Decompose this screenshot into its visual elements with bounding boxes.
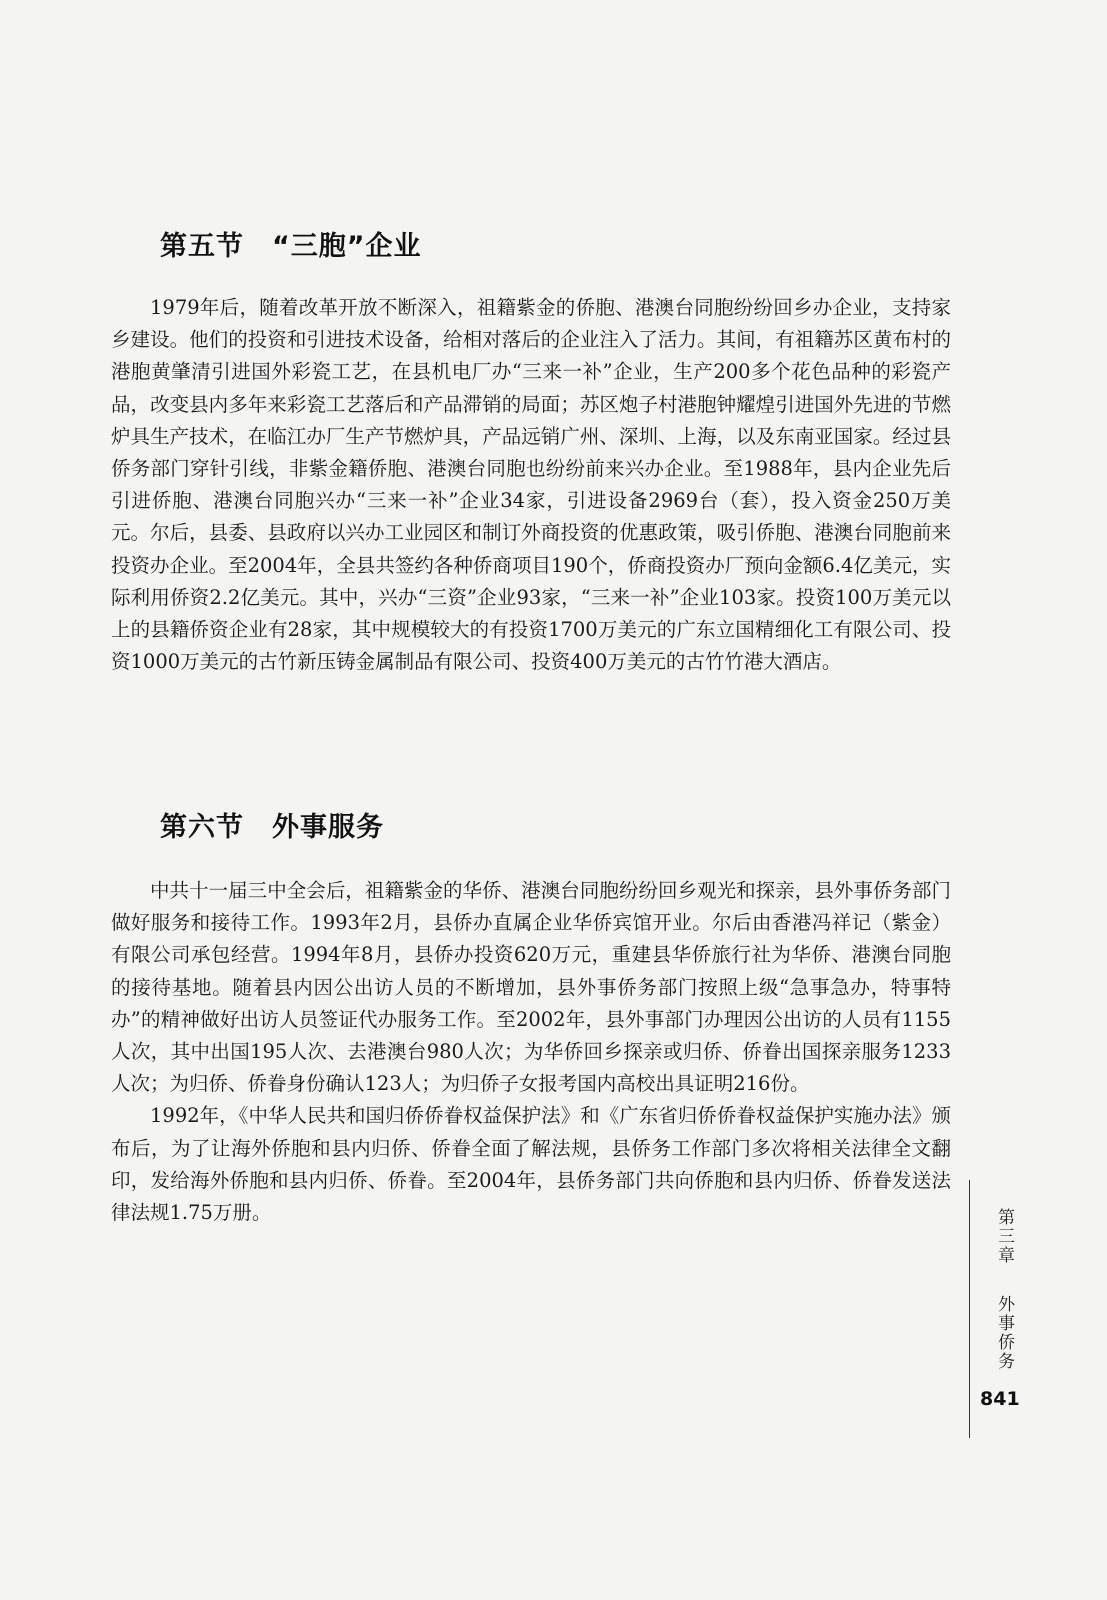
running-chapter-label: 第三章 [994, 1207, 1014, 1265]
section-6-paragraph-2: 1992年，《中华人民共和国归侨侨眷权益保护法》和《广东省归侨侨眷权益保护实施办法》颁布后，为了让海外侨胞和县内归侨、侨眷全面了解法规，县侨务工作部门多次将相关法律全文翻印，发给海外侨胞和县内归侨、侨眷。至2004年，县侨务部门共向侨胞和县内归侨、侨眷发送法律法规1.75万册。 [111, 1104, 951, 1225]
section-6-title: 外事服务 [272, 812, 384, 843]
section-6-number: 第六节 [160, 812, 244, 843]
section-6-body [111, 875, 951, 1229]
running-chapter-title: 外事侨务 [994, 1295, 1014, 1371]
section-5-number: 第五节 [160, 231, 244, 262]
section-6-heading [160, 805, 384, 844]
section-5-heading [160, 224, 422, 263]
margin-divider-line [969, 1180, 970, 1438]
page-number: 841 [980, 1388, 1020, 1410]
section-5-body [111, 292, 951, 678]
section-6-paragraph-1: 中共十一届三中全会后，祖籍紫金的华侨、港澳台同胞纷纷回乡观光和探亲，县外事侨务部门做好服务和接待工作。1993年2月，县侨办直属企业华侨宾馆开业。尔后由香港冯祥记（紫金）有限公司承包经营。1994年8月，县侨办投资620万元，重建县华侨旅行社为华侨、港澳台同胞的接待基地。随着县内因公出访人员的不断增加，县外事侨务部门按照上级“急事急办，特事特办”的精神做好出访人员签证代办服务工作。至2002年，县外事部门办理因公出访的人员有1155人次，其中出国195人次、去港澳台980人次；为华侨回乡探亲或归侨、侨眷出国探亲服务1233人次；为归侨、侨眷身份确认123人；为归侨子女报考国内高校出具证明216份。 [111, 879, 951, 1096]
section-5-title: “三胞”企业 [272, 231, 422, 262]
section-5-paragraph-1: 1979年后，随着改革开放不断深入，祖籍紫金的侨胞、港澳台同胞纷纷回乡办企业，支持家乡建设。他们的投资和引进技术设备，给相对落后的企业注入了活力。其间，有祖籍苏区黄布村的港胞黄肇清引进国外彩瓷工艺，在县机电厂办“三来一补”企业，生产200多个花色品种的彩瓷产品，改变县内多年来彩瓷工艺落后和产品滞销的局面；苏区炮子村港胞钟耀煌引进国外先进的节燃炉具生产技术，在临江办厂生产节燃炉具，产品远销广州、深圳、上海，以及东南亚国家。经过县侨务部门穿针引线，非紫金籍侨胞、港澳台同胞也纷纷前来兴办企业。至1988年，县内企业先后引进侨胞、港澳台同胞兴办“三来一补”企业34家，引进设备2969台（套），投入资金250万美元。尔后，县委、县政府以兴办工业园区和制订外商投资的优惠政策，吸引侨胞、港澳台同胞前来投资办企业。至2004年，全县共签约各种侨商项目190个，侨商投资办厂预向金额6.4亿美元，实际利用侨资2.2亿美元。其中，兴办“三资”企业93家，“三来一补”企业103家。投资100万美元以上的县籍侨资企业有28家，其中规模较大的有投资1700万美元的广东立国精细化工有限公司、投资1000万美元的古竹新压铸金属制品有限公司、投资400万美元的古竹竹港大酒店。 [111, 296, 951, 674]
